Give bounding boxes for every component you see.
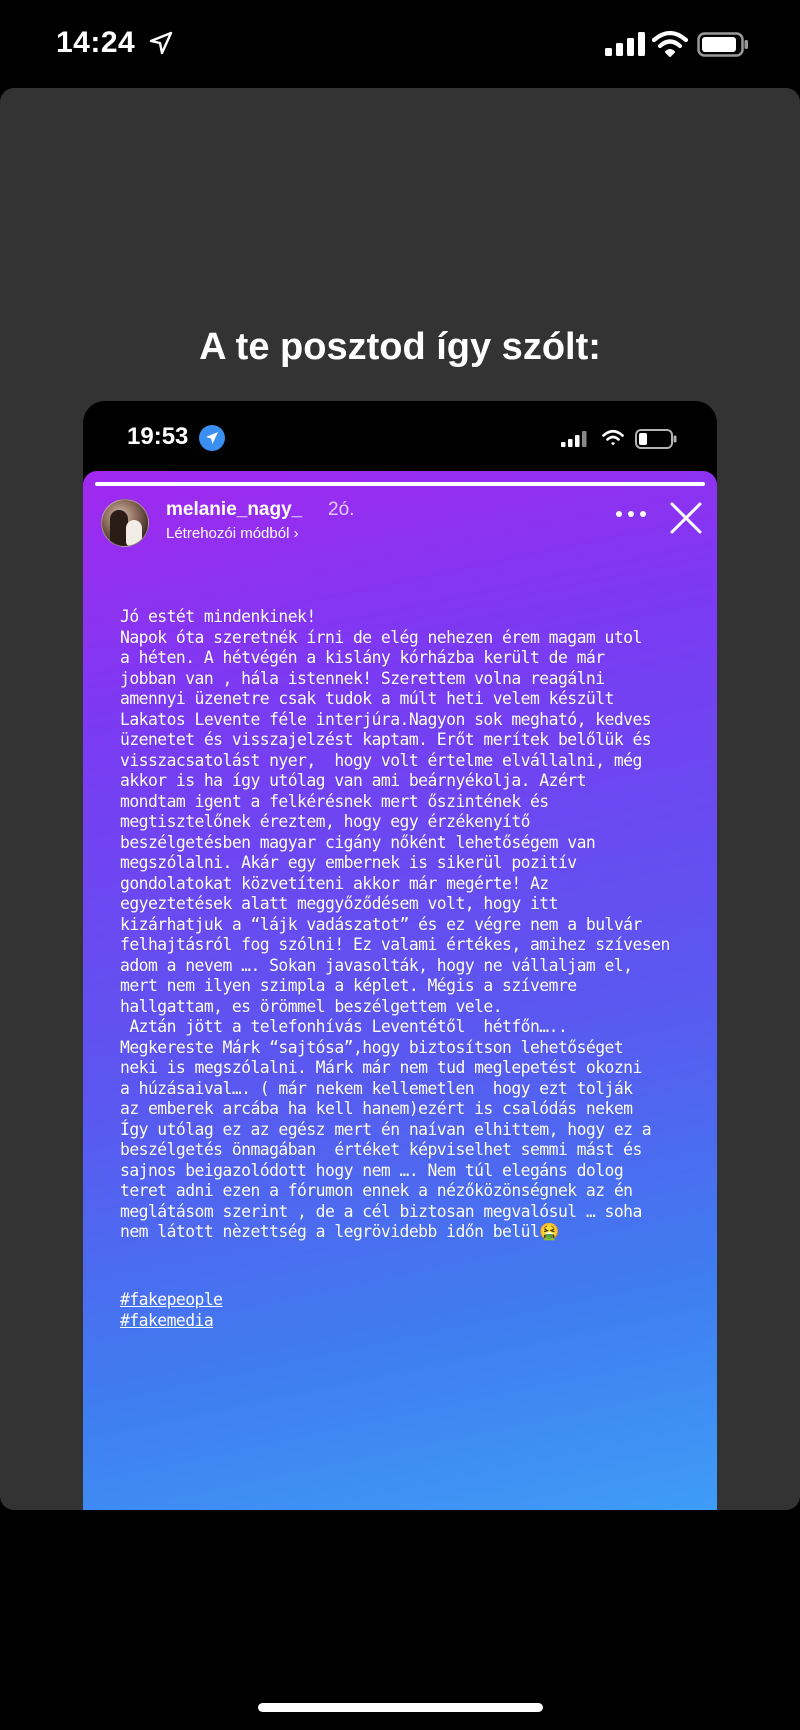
battery-icon <box>697 32 749 57</box>
story-time-ago: 2ó. <box>328 499 355 520</box>
story-text-line: Lakatos Levente féle interjúra.Nagyon sok megható, kedves <box>120 709 652 729</box>
story-text-line: gondolatokat közvetíteni akkor már megérte! Az <box>120 873 549 893</box>
story-text-line: üzenetet és visszajelzést kaptam. Erőt merítek belőlük és <box>120 730 652 749</box>
story-text-line: Napok óta szeretnék írni de elég nehezen érem magam utol <box>120 627 642 647</box>
avatar[interactable] <box>101 499 149 547</box>
wifi-icon <box>602 429 624 447</box>
status-time: 14:24 <box>56 26 136 59</box>
wifi-icon <box>652 30 688 58</box>
story-text-line: amennyi üzenetre csak tudok a múlt heti velem készült <box>120 689 614 708</box>
hashtag-list <box>120 1290 420 1331</box>
story-text-line: az emberek arcába ha kell hanem)ezért is csalódás nekem <box>120 1099 633 1118</box>
cellular-signal-icon <box>561 431 587 447</box>
battery-icon <box>635 429 677 449</box>
story-text-line: mert nem ilyen szimpla a képlet. Mégis a szívemre <box>120 976 577 995</box>
story-text-line: felhajtásról fog szólni! Ez valami értékes, amihez szívesen <box>120 935 670 954</box>
story-text <box>120 607 690 1243</box>
creator-mode-link[interactable]: Létrehozói módból › <box>166 525 299 542</box>
story-text-line: Jó estét mindenkinek! <box>120 607 316 626</box>
story-progress-fill <box>95 482 705 486</box>
story-screenshot <box>83 401 717 1510</box>
hashtag-link[interactable]: #fakemedia <box>120 1310 214 1330</box>
story-text-line: visszacsatolást nyer, hogy volt értelme elvállalni, még <box>120 750 642 770</box>
story-text-line: kizárhatjuk a “lájk vadászatot” és ez végre nem a bulvár <box>120 914 642 934</box>
story-text-line: Megkereste Márk “sajtósa”,hogy biztosítson lehetőséget <box>120 1037 624 1057</box>
story-card[interactable] <box>83 471 717 1510</box>
story-username[interactable]: melanie_nagy_ <box>166 499 303 520</box>
story-progress-bar <box>95 482 705 486</box>
status-bar <box>0 0 800 88</box>
screenshot-status-bar <box>83 401 717 471</box>
story-text-line: teret adni ezen a fórumon ennek a nézőközönségnek az én <box>120 1181 633 1200</box>
home-indicator[interactable] <box>258 1703 543 1712</box>
story-text-line: megszólalni. Akár egy embernek is sikerül pozitív <box>120 853 577 872</box>
story-text-line: beszélgetésben magyar cigány nőként lehetőségem van <box>120 832 596 852</box>
story-text-line: akkor is ha így utólag van ami beárnyékolja. Azért <box>120 771 586 790</box>
story-text-line: neki is megszólalni. Márk már nem tud meglepetést okozni <box>120 1058 642 1077</box>
share-title: A te posztod így szólt: <box>199 326 601 368</box>
story-text-line: a húzásaival…. ( már nekem kellemetlen hogy ezt tolják <box>120 1078 633 1098</box>
story-text-line: egyeztetések alatt meggyőződésem volt, hogy itt <box>120 894 558 913</box>
story-text-line: megtisztelőnek éreztem, hogy egy érzékenyítő <box>120 812 530 831</box>
location-arrow-icon <box>148 30 174 56</box>
story-text-line: Aztán jött a telefonhívás Leventétől hétfőn….. <box>120 1017 568 1036</box>
story-text-line: meglátásom szerint , de a cél biztosan megvalósul … soha <box>120 1201 642 1221</box>
story-text-line: Így utólag ez az egész mert én naívan elhittem, hogy ez a <box>120 1119 652 1139</box>
location-arrow-icon <box>199 425 225 451</box>
close-icon[interactable] <box>669 501 703 535</box>
story-text-line: nem látott nèzettség a legrövidebb időn belül🤮 <box>120 1222 560 1241</box>
story-text-line: jobban van , hála istennek! Szerettem volna reagálni <box>120 668 605 688</box>
story-text-line: mondtam igent a felkérésnek mert őszintének és <box>120 791 549 811</box>
cellular-signal-icon <box>605 32 645 56</box>
screenshot-status-time: 19:53 <box>127 423 189 450</box>
hashtag-link[interactable]: #fakepeople <box>120 1290 223 1309</box>
avatar-figure <box>126 520 142 546</box>
story-text-line: adom a nevem …. Sokan javasolták, hogy ne vállaljam el, <box>120 955 633 975</box>
story-text-line: sajnos beigazolódott hogy nem …. Nem túl elegáns dolog <box>120 1160 624 1180</box>
story-text-line: beszélgetés önmagában értéket képviselhet semmi mást és <box>120 1140 642 1159</box>
story-text-line: a héten. A hétvégén a kislány kórházba került de már <box>120 648 605 667</box>
story-text-line: hallgattam, es örömmel beszélgettem vele. <box>120 996 503 1016</box>
more-options-icon[interactable] <box>613 507 649 521</box>
